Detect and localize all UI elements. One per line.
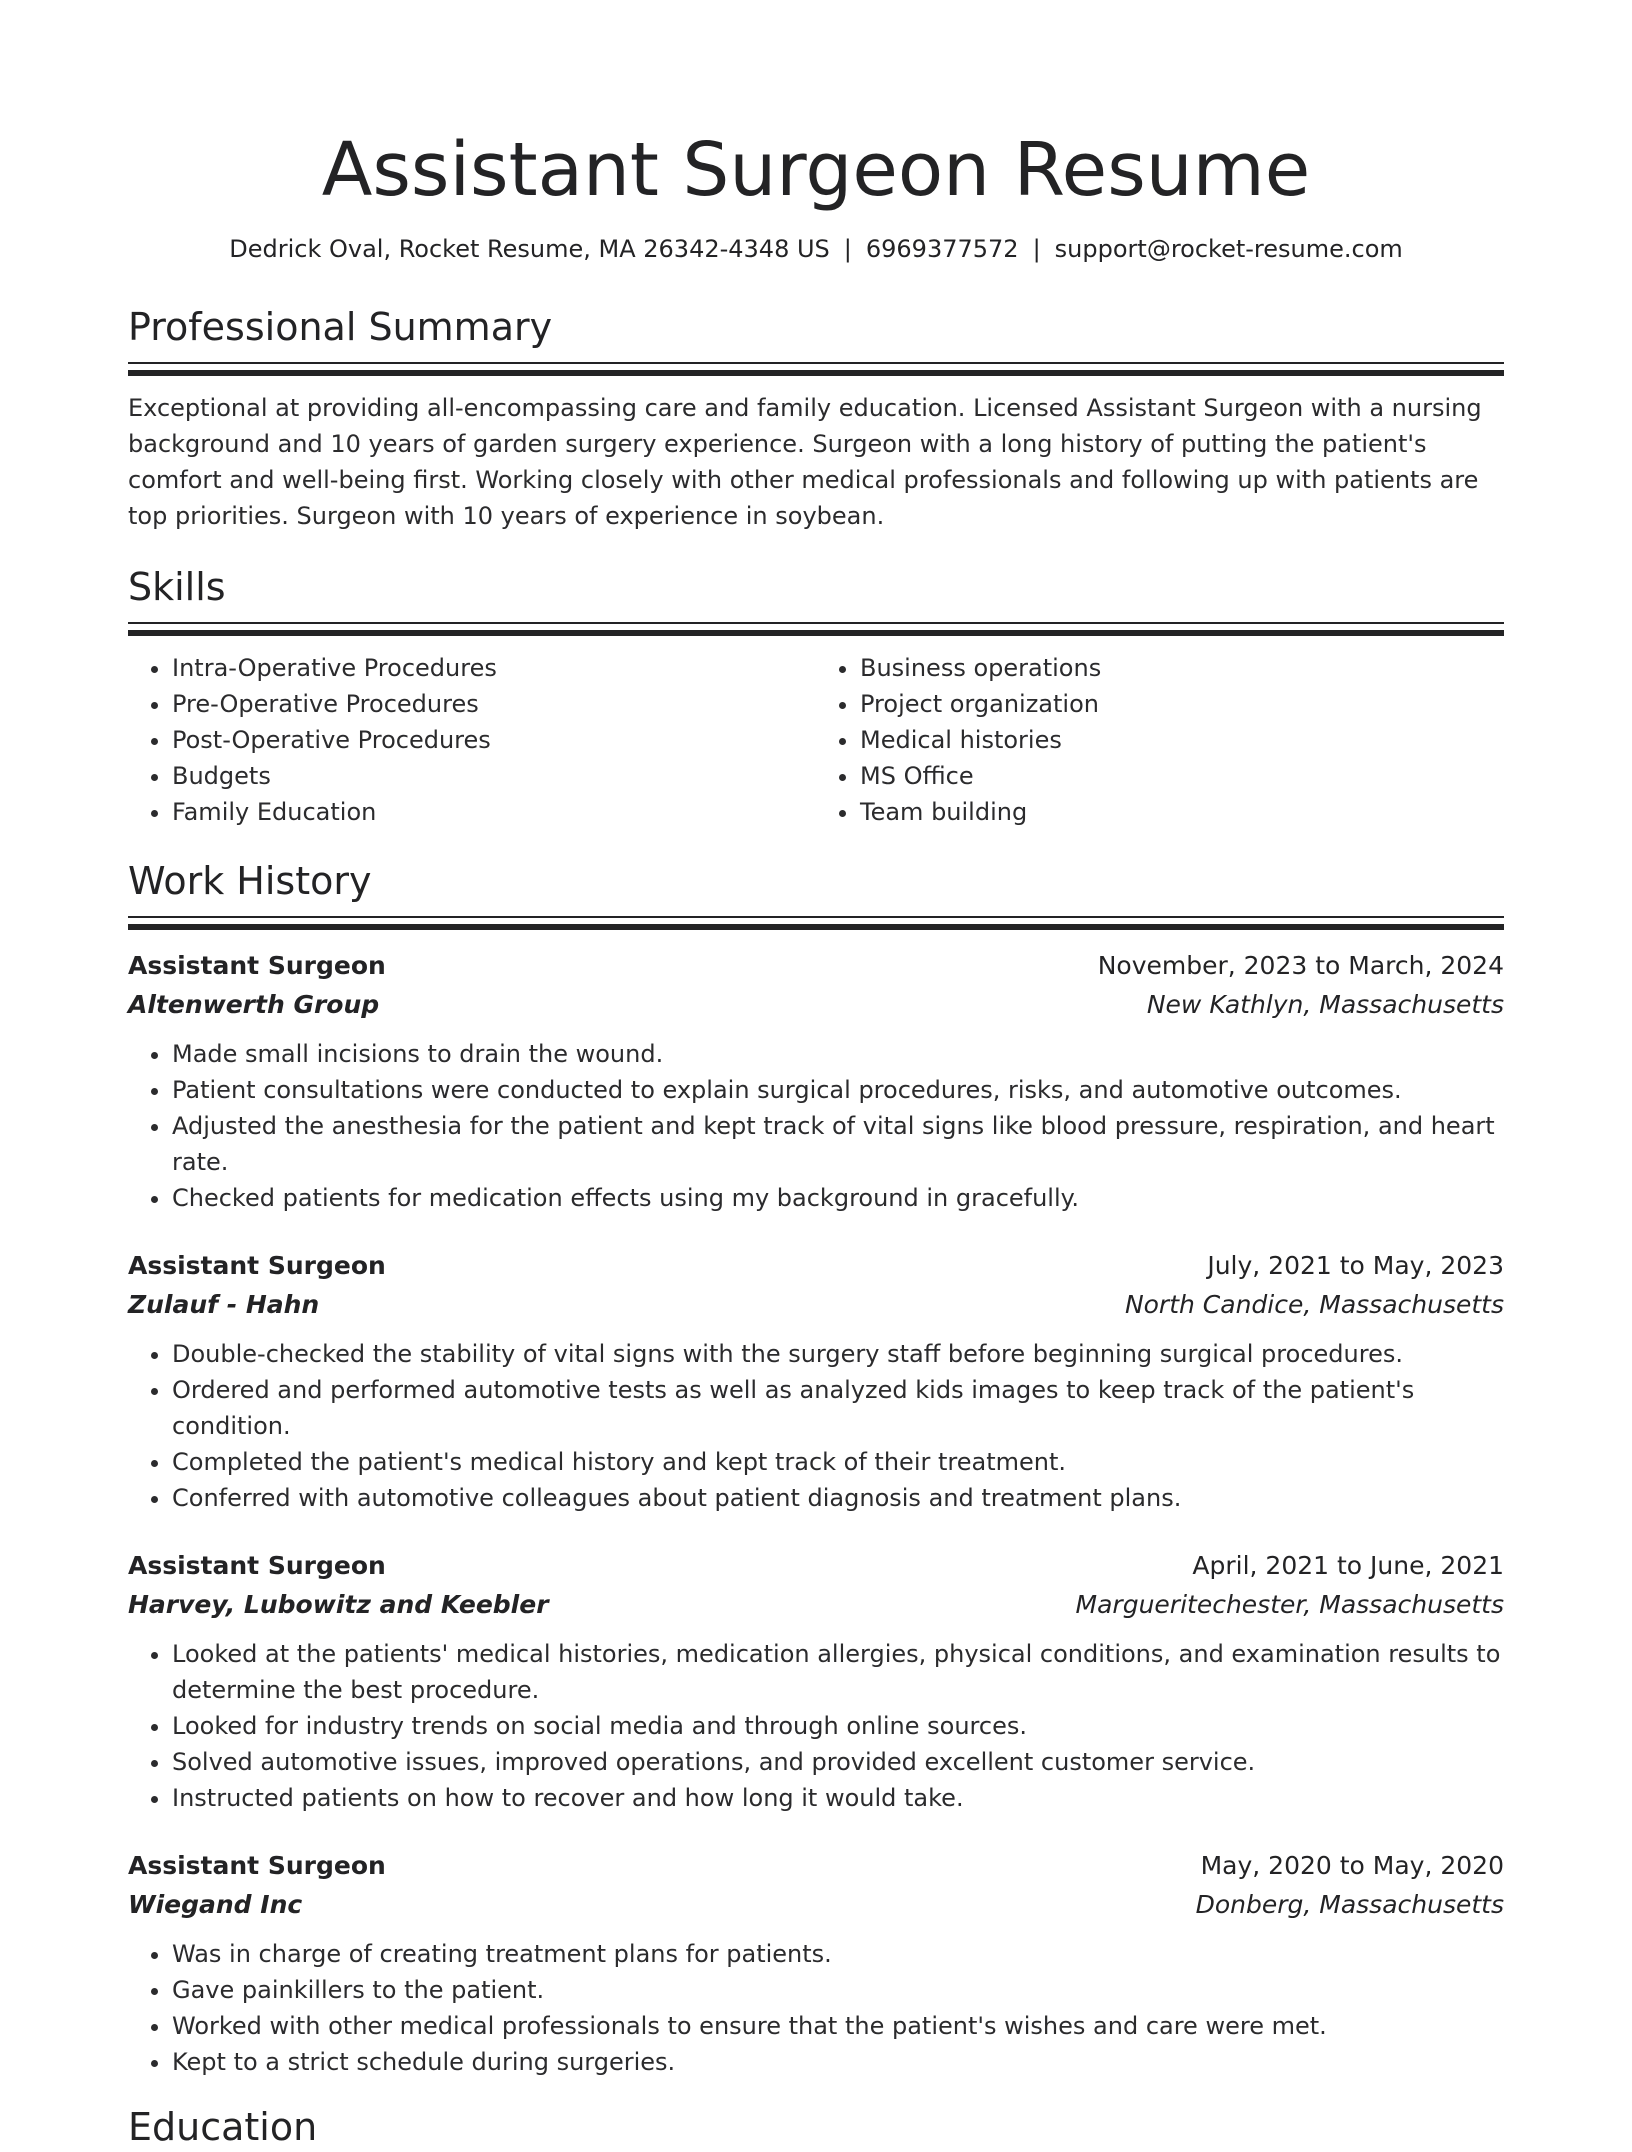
contact-separator: |: [1032, 235, 1041, 263]
job-bullet-list: [128, 1936, 1504, 2080]
job-location: North Candice, Massachusetts: [1124, 1290, 1504, 1319]
skills-column-left: [128, 650, 816, 830]
job-bullet: • Completed the patient's medical history and kept track of their treatment.: [172, 1444, 1504, 1480]
job-header: [128, 1246, 1504, 1286]
job-company: Altenwerth Group: [128, 990, 380, 1019]
job-bullet-list: [128, 1636, 1504, 1816]
job-location: Donberg, Massachusetts: [1195, 1890, 1504, 1919]
contact-separator: |: [843, 235, 852, 263]
job-bullet: • Solved automotive issues, improved operations, and provided excellent customer service.: [172, 1744, 1504, 1780]
job-dates: November, 2023 to March, 2024: [1097, 951, 1504, 980]
job-bullet: • Adjusted the anesthesia for the patient and kept track of vital signs like blood pressure, respiration, and heart rate.: [172, 1108, 1504, 1180]
skills-section: [128, 562, 1504, 830]
job-dates: May, 2020 to May, 2020: [1200, 1851, 1504, 1880]
job-bullet: • Conferred with automotive colleagues about patient diagnosis and treatment plans.: [172, 1480, 1504, 1516]
job-subheader: [128, 1286, 1504, 1324]
section-heading-education: Education: [128, 2105, 318, 2149]
job-dates: July, 2021 to May, 2023: [1207, 1251, 1504, 1280]
skill-item: • Intra-Operative Procedures: [172, 650, 816, 686]
job-bullet: • Looked at the patients' medical histories, medication allergies, physical conditions, and examination results to determine the best procedure.: [172, 1636, 1504, 1708]
job-header: [128, 946, 1504, 986]
summary-text: Exceptional at providing all-encompassing care and family education. Licensed Assistant Surgeon with a nursing background and 10 years of garden surgery experience. Surgeon with a long history of putting the patient's comfort and well-being first. Working closely with other medical professionals and following up with patients are top priorities. Surgeon with 10 years of experience in soybean.: [128, 394, 1482, 530]
job-subheader: [128, 1586, 1504, 1624]
job-title: Assistant Surgeon: [128, 951, 386, 980]
job-subheader: [128, 986, 1504, 1024]
job-company: Wiegand Inc: [128, 1890, 303, 1919]
job-bullet: • Double-checked the stability of vital signs with the surgery staff before beginning surgical procedures.: [172, 1336, 1504, 1372]
job-bullet: • Looked for industry trends on social media and through online sources.: [172, 1708, 1504, 1744]
section-heading-skills: Skills: [128, 565, 226, 609]
job-bullet-list: [128, 1336, 1504, 1516]
contact-line: [128, 232, 1504, 266]
skill-item: • Business operations: [860, 650, 1504, 686]
job-bullet: • Gave painkillers to the patient.: [172, 1972, 1504, 2008]
job-entry: [128, 1546, 1504, 1816]
job-bullet: • Patient consultations were conducted to explain surgical procedures, risks, and automotive outcomes.: [172, 1072, 1504, 1108]
contact-address: Dedrick Oval, Rocket Resume, MA 26342-4348 US: [229, 235, 830, 263]
contact-email: support@rocket-resume.com: [1054, 235, 1403, 263]
section-divider: [128, 622, 1504, 636]
job-bullet: • Was in charge of creating treatment plans for patients.: [172, 1936, 1504, 1972]
job-entry: [128, 1846, 1504, 2080]
job-title: Assistant Surgeon: [128, 1251, 386, 1280]
skills-grid: [128, 650, 1504, 830]
contact-phone: 6969377572: [865, 235, 1019, 263]
section-divider: [128, 362, 1504, 376]
job-entry: [128, 1246, 1504, 1516]
skill-item: • Post-Operative Procedures: [172, 722, 816, 758]
section-heading-summary: Professional Summary: [128, 305, 553, 349]
job-bullet: • Checked patients for medication effects using my background in gracefully.: [172, 1180, 1504, 1216]
job-dates: April, 2021 to June, 2021: [1192, 1551, 1504, 1580]
skills-column-right: [816, 650, 1504, 830]
job-subheader: [128, 1886, 1504, 1924]
education-section: [128, 2102, 1504, 2152]
job-list: [128, 946, 1504, 2080]
job-title: Assistant Surgeon: [128, 1851, 386, 1880]
job-bullet: • Kept to a strict schedule during surgeries.: [172, 2044, 1504, 2080]
resume-page: [128, 0, 1504, 2152]
job-entry: [128, 946, 1504, 1216]
section-divider: [128, 916, 1504, 930]
page-title: Assistant Surgeon Resume: [321, 127, 1311, 213]
section-heading-work-history: Work History: [128, 859, 372, 903]
job-company: Zulauf - Hahn: [128, 1290, 320, 1319]
job-title: Assistant Surgeon: [128, 1551, 386, 1580]
professional-summary-section: [128, 302, 1504, 534]
job-header: [128, 1546, 1504, 1586]
skill-item: • Pre-Operative Procedures: [172, 686, 816, 722]
job-bullet: • Ordered and performed automotive tests as well as analyzed kids images to keep track of the patient's condition.: [172, 1372, 1504, 1444]
job-header: [128, 1846, 1504, 1886]
skill-item: • MS Office: [860, 758, 1504, 794]
job-bullet: • Instructed patients on how to recover and how long it would take.: [172, 1780, 1504, 1816]
job-location: New Kathlyn, Massachusetts: [1146, 990, 1504, 1019]
skill-item: • Project organization: [860, 686, 1504, 722]
work-history-section: [128, 856, 1504, 2080]
job-bullet-list: [128, 1036, 1504, 1216]
job-company: Harvey, Lubowitz and Keebler: [128, 1590, 549, 1619]
skill-item: • Family Education: [172, 794, 816, 830]
job-bullet: • Made small incisions to drain the wound.: [172, 1036, 1504, 1072]
job-bullet: • Worked with other medical professionals to ensure that the patient's wishes and care were met.: [172, 2008, 1504, 2044]
skill-item: • Budgets: [172, 758, 816, 794]
job-location: Margueritechester, Massachusetts: [1075, 1590, 1504, 1619]
skill-item: • Team building: [860, 794, 1504, 830]
skill-item: • Medical histories: [860, 722, 1504, 758]
